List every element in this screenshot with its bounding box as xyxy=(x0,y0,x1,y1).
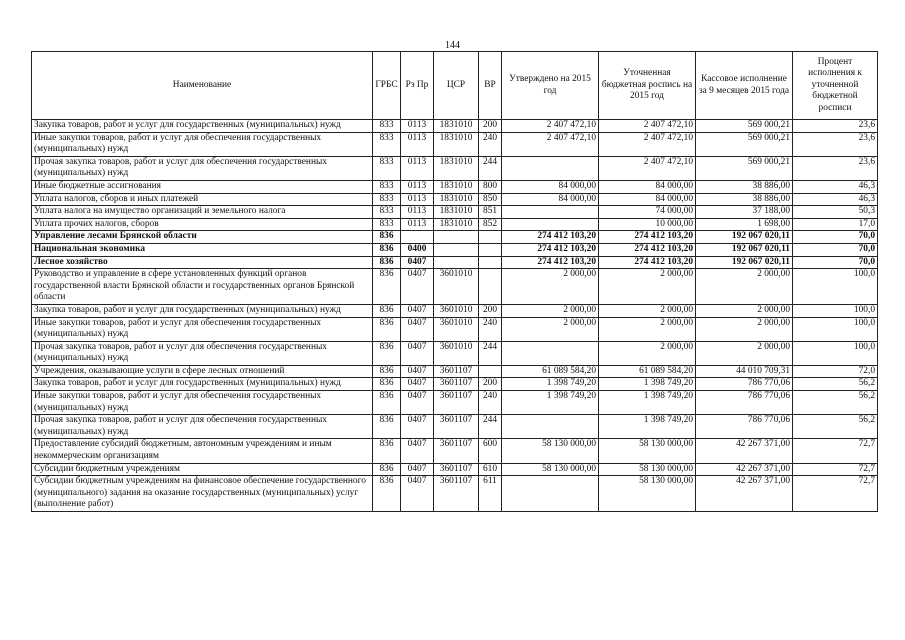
cell-vr: 240 xyxy=(479,132,502,156)
cell-grbs: 836 xyxy=(373,365,401,378)
table-row xyxy=(32,218,878,231)
cell-approved xyxy=(502,476,599,512)
cell-vr: 240 xyxy=(479,317,502,341)
cell-percent: 50,3 xyxy=(793,206,878,219)
cell-grbs: 836 xyxy=(373,243,401,256)
cell-grbs: 836 xyxy=(373,256,401,269)
cell-cash: 38 886,00 xyxy=(696,193,793,206)
cell-approved: 58 130 000,00 xyxy=(502,439,599,463)
cell-csr: 3601010 xyxy=(434,269,479,305)
cell-name: Уплата налога на имущество организаций и земельного налога xyxy=(32,206,373,219)
cell-cash: 192 067 020,11 xyxy=(696,231,793,244)
cell-approved: 84 000,00 xyxy=(502,180,599,193)
cell-name: Иные закупки товаров, работ и услуг для обеспечения государственных (муниципальных) нужд xyxy=(32,132,373,156)
col-header-specified: Уточненная бюджетная роспись на 2015 год xyxy=(599,52,696,120)
cell-specified: 2 407 472,10 xyxy=(599,132,696,156)
cell-cash: 569 000,21 xyxy=(696,120,793,133)
cell-csr: 3601107 xyxy=(434,378,479,391)
cell-specified: 10 000,00 xyxy=(599,218,696,231)
cell-percent: 23,6 xyxy=(793,156,878,180)
table-row xyxy=(32,365,878,378)
cell-grbs: 833 xyxy=(373,193,401,206)
cell-specified: 58 130 000,00 xyxy=(599,463,696,476)
cell-grbs: 833 xyxy=(373,156,401,180)
table-row xyxy=(32,256,878,269)
cell-vr xyxy=(479,365,502,378)
cell-grbs: 836 xyxy=(373,341,401,365)
cell-name: Иные бюджетные ассигнования xyxy=(32,180,373,193)
cell-name: Уплата налогов, сборов и иных платежей xyxy=(32,193,373,206)
cell-cash: 38 886,00 xyxy=(696,180,793,193)
table-header-row xyxy=(32,52,878,120)
table-row xyxy=(32,476,878,512)
col-header-rz-pr: Рз Пр xyxy=(401,52,434,120)
cell-specified: 274 412 103,20 xyxy=(599,231,696,244)
cell-cash: 42 267 371,00 xyxy=(696,439,793,463)
cell-csr: 1831010 xyxy=(434,206,479,219)
cell-approved: 1 398 749,20 xyxy=(502,378,599,391)
cell-approved: 2 407 472,10 xyxy=(502,120,599,133)
cell-specified: 2 000,00 xyxy=(599,317,696,341)
cell-approved: 2 000,00 xyxy=(502,317,599,341)
cell-approved xyxy=(502,218,599,231)
cell-grbs: 833 xyxy=(373,218,401,231)
cell-vr: 600 xyxy=(479,439,502,463)
col-header-cash: Кассовое исполнение за 9 месяцев 2015 года xyxy=(696,52,793,120)
page-number: 144 xyxy=(445,40,460,51)
cell-name: Закупка товаров, работ и услуг для государственных (муниципальных) нужд xyxy=(32,120,373,133)
cell-specified: 84 000,00 xyxy=(599,180,696,193)
cell-name: Национальная экономика xyxy=(32,243,373,256)
cell-grbs: 836 xyxy=(373,231,401,244)
cell-csr: 3601107 xyxy=(434,365,479,378)
cell-rz-pr: 0407 xyxy=(401,269,434,305)
cell-percent: 100,0 xyxy=(793,317,878,341)
cell-specified: 2 000,00 xyxy=(599,341,696,365)
cell-cash: 192 067 020,11 xyxy=(696,256,793,269)
cell-cash: 2 000,00 xyxy=(696,341,793,365)
col-header-vr: ВР xyxy=(479,52,502,120)
cell-approved xyxy=(502,341,599,365)
table-body xyxy=(32,120,878,512)
cell-csr: 1831010 xyxy=(434,156,479,180)
cell-rz-pr: 0113 xyxy=(401,120,434,133)
cell-vr: 610 xyxy=(479,463,502,476)
cell-approved: 274 412 103,20 xyxy=(502,231,599,244)
cell-name: Лесное хозяйство xyxy=(32,256,373,269)
cell-rz-pr: 0407 xyxy=(401,304,434,317)
table-row xyxy=(32,120,878,133)
cell-approved xyxy=(502,156,599,180)
cell-percent: 56,2 xyxy=(793,378,878,391)
cell-grbs: 836 xyxy=(373,378,401,391)
cell-percent: 70,0 xyxy=(793,231,878,244)
table-row xyxy=(32,156,878,180)
table-row xyxy=(32,378,878,391)
cell-name: Руководство и управление в сфере установленных функций органов государственной власти Брянской области и государственных органов Брянской области xyxy=(32,269,373,305)
cell-vr xyxy=(479,256,502,269)
cell-cash: 2 000,00 xyxy=(696,317,793,341)
cell-csr xyxy=(434,231,479,244)
cell-csr: 1831010 xyxy=(434,132,479,156)
cell-approved: 61 089 584,20 xyxy=(502,365,599,378)
cell-name: Субсидии бюджетным учреждениям xyxy=(32,463,373,476)
cell-percent: 100,0 xyxy=(793,269,878,305)
cell-vr: 852 xyxy=(479,218,502,231)
cell-percent: 46,3 xyxy=(793,193,878,206)
cell-grbs: 836 xyxy=(373,391,401,415)
cell-percent: 70,0 xyxy=(793,243,878,256)
cell-percent: 100,0 xyxy=(793,304,878,317)
cell-specified: 58 130 000,00 xyxy=(599,439,696,463)
cell-grbs: 836 xyxy=(373,463,401,476)
cell-csr: 3601010 xyxy=(434,304,479,317)
table-row xyxy=(32,341,878,365)
cell-percent: 56,2 xyxy=(793,391,878,415)
cell-approved: 274 412 103,20 xyxy=(502,256,599,269)
cell-rz-pr: 0400 xyxy=(401,243,434,256)
col-header-grbs: ГРБС xyxy=(373,52,401,120)
cell-csr: 3601107 xyxy=(434,476,479,512)
cell-rz-pr: 0407 xyxy=(401,415,434,439)
cell-cash: 1 698,00 xyxy=(696,218,793,231)
cell-csr: 1831010 xyxy=(434,180,479,193)
cell-rz-pr: 0407 xyxy=(401,365,434,378)
cell-vr: 611 xyxy=(479,476,502,512)
cell-cash: 786 770,06 xyxy=(696,415,793,439)
cell-csr: 3601107 xyxy=(434,463,479,476)
cell-grbs: 836 xyxy=(373,476,401,512)
table-row xyxy=(32,231,878,244)
cell-name: Предоставление субсидий бюджетным, автономным учреждениям и иным некоммерческим организациям xyxy=(32,439,373,463)
table-row xyxy=(32,391,878,415)
cell-vr: 800 xyxy=(479,180,502,193)
cell-cash: 42 267 371,00 xyxy=(696,476,793,512)
cell-grbs: 833 xyxy=(373,120,401,133)
cell-cash: 42 267 371,00 xyxy=(696,463,793,476)
cell-grbs: 833 xyxy=(373,206,401,219)
cell-approved: 2 407 472,10 xyxy=(502,132,599,156)
col-header-name: Наименование xyxy=(32,52,373,120)
cell-cash: 786 770,06 xyxy=(696,391,793,415)
cell-percent: 23,6 xyxy=(793,132,878,156)
cell-specified: 1 398 749,20 xyxy=(599,378,696,391)
cell-approved xyxy=(502,206,599,219)
cell-percent: 23,6 xyxy=(793,120,878,133)
cell-approved: 58 130 000,00 xyxy=(502,463,599,476)
cell-specified: 58 130 000,00 xyxy=(599,476,696,512)
cell-grbs: 833 xyxy=(373,132,401,156)
col-header-approved: Утверждено на 2015 год xyxy=(502,52,599,120)
cell-rz-pr: 0407 xyxy=(401,463,434,476)
cell-csr: 3601010 xyxy=(434,317,479,341)
cell-rz-pr: 0407 xyxy=(401,256,434,269)
cell-rz-pr: 0113 xyxy=(401,156,434,180)
cell-vr xyxy=(479,231,502,244)
cell-specified: 274 412 103,20 xyxy=(599,256,696,269)
cell-csr: 1831010 xyxy=(434,193,479,206)
cell-rz-pr: 0113 xyxy=(401,193,434,206)
cell-name: Прочая закупка товаров, работ и услуг для обеспечения государственных (муниципальных) нужд xyxy=(32,415,373,439)
cell-grbs: 833 xyxy=(373,180,401,193)
cell-percent: 17,0 xyxy=(793,218,878,231)
cell-csr: 3601107 xyxy=(434,439,479,463)
cell-specified: 1 398 749,20 xyxy=(599,415,696,439)
cell-rz-pr: 0407 xyxy=(401,391,434,415)
cell-name: Закупка товаров, работ и услуг для государственных (муниципальных) нужд xyxy=(32,304,373,317)
cell-name: Субсидии бюджетным учреждениям на финансовое обеспечение государственного (муниципального) задания на оказание государственных (муниципальных) услуг (выполнение работ) xyxy=(32,476,373,512)
cell-grbs: 836 xyxy=(373,439,401,463)
cell-cash: 44 010 709,31 xyxy=(696,365,793,378)
table-row xyxy=(32,206,878,219)
cell-cash: 569 000,21 xyxy=(696,132,793,156)
cell-specified: 84 000,00 xyxy=(599,193,696,206)
cell-cash: 192 067 020,11 xyxy=(696,243,793,256)
cell-grbs: 836 xyxy=(373,269,401,305)
cell-approved: 2 000,00 xyxy=(502,304,599,317)
table-row xyxy=(32,243,878,256)
cell-vr xyxy=(479,243,502,256)
cell-rz-pr: 0407 xyxy=(401,378,434,391)
cell-specified: 2 000,00 xyxy=(599,269,696,305)
cell-approved: 84 000,00 xyxy=(502,193,599,206)
cell-name: Управление лесами Брянской области xyxy=(32,231,373,244)
table-row xyxy=(32,132,878,156)
cell-cash: 2 000,00 xyxy=(696,269,793,305)
cell-cash: 37 188,00 xyxy=(696,206,793,219)
cell-csr: 3601010 xyxy=(434,341,479,365)
table-row xyxy=(32,317,878,341)
cell-csr xyxy=(434,256,479,269)
cell-approved: 2 000,00 xyxy=(502,269,599,305)
table-row xyxy=(32,304,878,317)
cell-cash: 2 000,00 xyxy=(696,304,793,317)
cell-csr: 1831010 xyxy=(434,218,479,231)
cell-specified: 74 000,00 xyxy=(599,206,696,219)
cell-cash: 569 000,21 xyxy=(696,156,793,180)
cell-percent: 72,7 xyxy=(793,476,878,512)
table-row xyxy=(32,193,878,206)
cell-percent: 72,0 xyxy=(793,365,878,378)
cell-vr: 244 xyxy=(479,156,502,180)
cell-approved: 274 412 103,20 xyxy=(502,243,599,256)
cell-csr: 1831010 xyxy=(434,120,479,133)
table-row xyxy=(32,463,878,476)
col-header-percent: Процент исполнения к уточненной бюджетной росписи xyxy=(793,52,878,120)
cell-rz-pr: 0113 xyxy=(401,132,434,156)
cell-specified: 61 089 584,20 xyxy=(599,365,696,378)
cell-vr: 244 xyxy=(479,341,502,365)
cell-cash: 786 770,06 xyxy=(696,378,793,391)
cell-name: Закупка товаров, работ и услуг для государственных (муниципальных) нужд xyxy=(32,378,373,391)
cell-vr xyxy=(479,269,502,305)
cell-percent: 72,7 xyxy=(793,463,878,476)
cell-vr: 850 xyxy=(479,193,502,206)
cell-vr: 200 xyxy=(479,378,502,391)
table-row xyxy=(32,269,878,305)
cell-approved xyxy=(502,415,599,439)
cell-percent: 70,0 xyxy=(793,256,878,269)
cell-grbs: 836 xyxy=(373,317,401,341)
table-row xyxy=(32,439,878,463)
cell-vr: 244 xyxy=(479,415,502,439)
cell-name: Иные закупки товаров, работ и услуг для обеспечения государственных (муниципальных) нужд xyxy=(32,391,373,415)
cell-name: Учреждения, оказывающие услуги в сфере лесных отношений xyxy=(32,365,373,378)
cell-grbs: 836 xyxy=(373,304,401,317)
cell-rz-pr: 0407 xyxy=(401,476,434,512)
col-header-csr: ЦСР xyxy=(434,52,479,120)
cell-specified: 1 398 749,20 xyxy=(599,391,696,415)
cell-vr: 200 xyxy=(479,120,502,133)
cell-name: Прочая закупка товаров, работ и услуг для обеспечения государственных (муниципальных) нужд xyxy=(32,341,373,365)
cell-rz-pr: 0407 xyxy=(401,317,434,341)
cell-vr: 240 xyxy=(479,391,502,415)
cell-csr: 3601107 xyxy=(434,415,479,439)
budget-table xyxy=(31,51,878,512)
cell-specified: 274 412 103,20 xyxy=(599,243,696,256)
cell-rz-pr: 0113 xyxy=(401,180,434,193)
cell-name: Уплата прочих налогов, сборов xyxy=(32,218,373,231)
cell-percent: 100,0 xyxy=(793,341,878,365)
cell-rz-pr: 0407 xyxy=(401,439,434,463)
cell-rz-pr: 0113 xyxy=(401,218,434,231)
cell-rz-pr xyxy=(401,231,434,244)
cell-vr: 200 xyxy=(479,304,502,317)
cell-grbs: 836 xyxy=(373,415,401,439)
cell-rz-pr: 0113 xyxy=(401,206,434,219)
cell-csr xyxy=(434,243,479,256)
cell-percent: 46,3 xyxy=(793,180,878,193)
cell-csr: 3601107 xyxy=(434,391,479,415)
cell-specified: 2 407 472,10 xyxy=(599,120,696,133)
cell-vr: 851 xyxy=(479,206,502,219)
cell-name: Прочая закупка товаров, работ и услуг для обеспечения государственных (муниципальных) нужд xyxy=(32,156,373,180)
cell-name: Иные закупки товаров, работ и услуг для обеспечения государственных (муниципальных) нужд xyxy=(32,317,373,341)
cell-percent: 56,2 xyxy=(793,415,878,439)
cell-approved: 1 398 749,20 xyxy=(502,391,599,415)
cell-specified: 2 000,00 xyxy=(599,304,696,317)
cell-specified: 2 407 472,10 xyxy=(599,156,696,180)
cell-rz-pr: 0407 xyxy=(401,341,434,365)
cell-percent: 72,7 xyxy=(793,439,878,463)
table-row xyxy=(32,180,878,193)
table-row xyxy=(32,415,878,439)
